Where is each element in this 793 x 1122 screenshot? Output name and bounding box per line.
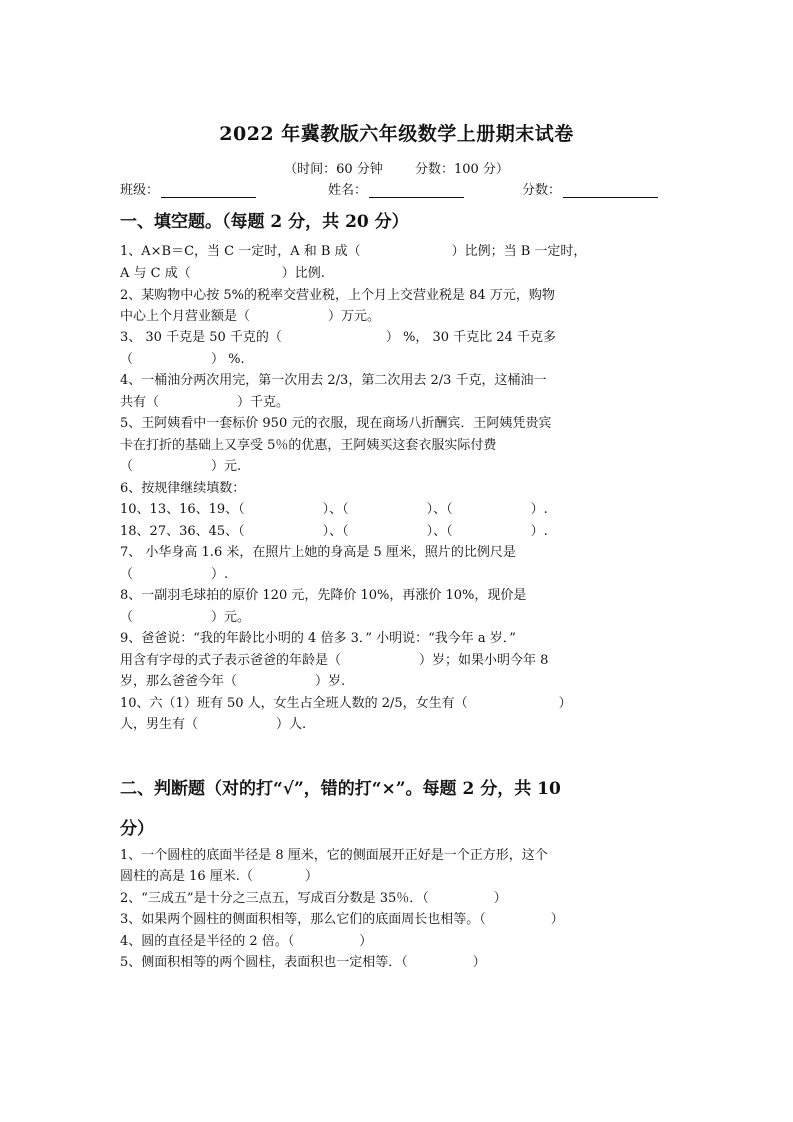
question-line: 2、某购物中心按 5%的税率交营业税，上个月上交营业税是 84 万元，购物 (120, 288, 555, 303)
question-line: 7、 小华身高 1.6 米，在照片上她的身高是 5 厘米，照片的比例尺是 (120, 545, 516, 560)
class-label: 班级： (120, 183, 160, 198)
question-line: 9、爸爸说：“我的年龄比小明的 4 倍多 3．” 小明说：“我今年 a 岁．” (120, 631, 516, 646)
section2-heading: 二、判断题（对的打“√”，错的打“×”。每题 2 分，共 10 (120, 779, 561, 799)
name-label: 姓名： (328, 183, 368, 198)
question-line: 5、王阿姨看中一套标价 950 元的衣服，现在商场八折酬宾．王阿姨凭贵宾 (120, 416, 552, 431)
section2-heading-cont: 分） (120, 819, 154, 839)
question-line: 10、六（1）班有 50 人，女生占全班人数的 2/5，女生有（ ） (120, 696, 572, 711)
question-line: 人，男生有（ ）人. (120, 717, 307, 732)
section1-heading: 一、填空题。（每题 2 分，共 20 分） (120, 212, 409, 232)
question-line: 1、A×B＝C，当 C 一定时，A 和 B 成（ ）比例；当 B 一定时， (120, 244, 587, 259)
time-info: （时间：60 分钟 (284, 162, 383, 177)
page-title: 2022 年冀教版六年级数学上册期末试卷 (219, 123, 574, 145)
name-blank[interactable] (369, 183, 464, 198)
score-label: 分数： (522, 183, 562, 198)
exam-subtitle (0, 158, 793, 177)
score-info: 分数：100 分） (414, 162, 509, 177)
name-field[interactable] (328, 179, 464, 198)
question-line: 4、圆的直径是半径的 2 倍。（ ） (120, 934, 373, 949)
student-info-row (120, 179, 680, 201)
question-line: 圆柱的高是 16 厘米.（ ） (120, 869, 318, 884)
question-line: 中心上个月营业额是（ ）万元。 (120, 309, 381, 324)
score-blank[interactable] (563, 183, 658, 198)
question-line: （ ） %. (120, 352, 245, 367)
question-line: 6、按规律继续填数： (120, 481, 246, 496)
question-line: 18、27、36、45、（ ）、（ ）、（ ）. (120, 524, 548, 539)
question-line: 共有（ ）千克。 (120, 395, 290, 410)
question-line: 1、一个圆柱的底面半径是 8 厘米，它的侧面展开正好是一个正方形，这个 (120, 848, 548, 863)
class-field[interactable] (120, 179, 256, 198)
score-field[interactable] (522, 179, 658, 198)
question-line: （ ）元. (120, 459, 242, 474)
question-line: 10、13、16、19、（ ）、（ ）、（ ）. (120, 502, 548, 517)
question-line: 5、侧面积相等的两个圆柱，表面积也一定相等．（ ） (120, 955, 486, 970)
question-line: 4、一桶油分两次用完，第一次用去 2/3，第二次用去 2/3 千克，这桶油一 (120, 373, 547, 388)
question-line: 8、一副羽毛球拍的原价 120 元，先降价 10%，再涨价 10%，现价是 (120, 588, 527, 603)
question-line: 3、 30 千克是 50 千克的（ ） %， 30 千克比 24 千克多 (120, 330, 556, 345)
class-blank[interactable] (161, 183, 256, 198)
question-line: 用含有字母的式子表示爸爸的年龄是（ ）岁；如果小明今年 8 (120, 653, 549, 668)
question-line: （ ）. (120, 567, 229, 582)
question-line: （ ）元。 (120, 610, 251, 625)
question-line: 岁，那么爸爸今年（ ）岁. (120, 674, 346, 689)
question-line: 3、如果两个圆柱的侧面积相等，那么它们的底面周长也相等。（ ） (120, 912, 564, 927)
question-line: 卡在打折的基础上又享受 5％的优惠，王阿姨买这套衣服实际付费 (120, 438, 497, 453)
question-line: 2、“三成五”是十分之三点五，写成百分数是 35％．（ ） (120, 891, 507, 906)
question-line: A 与 C 成（ ）比例. (120, 266, 325, 281)
